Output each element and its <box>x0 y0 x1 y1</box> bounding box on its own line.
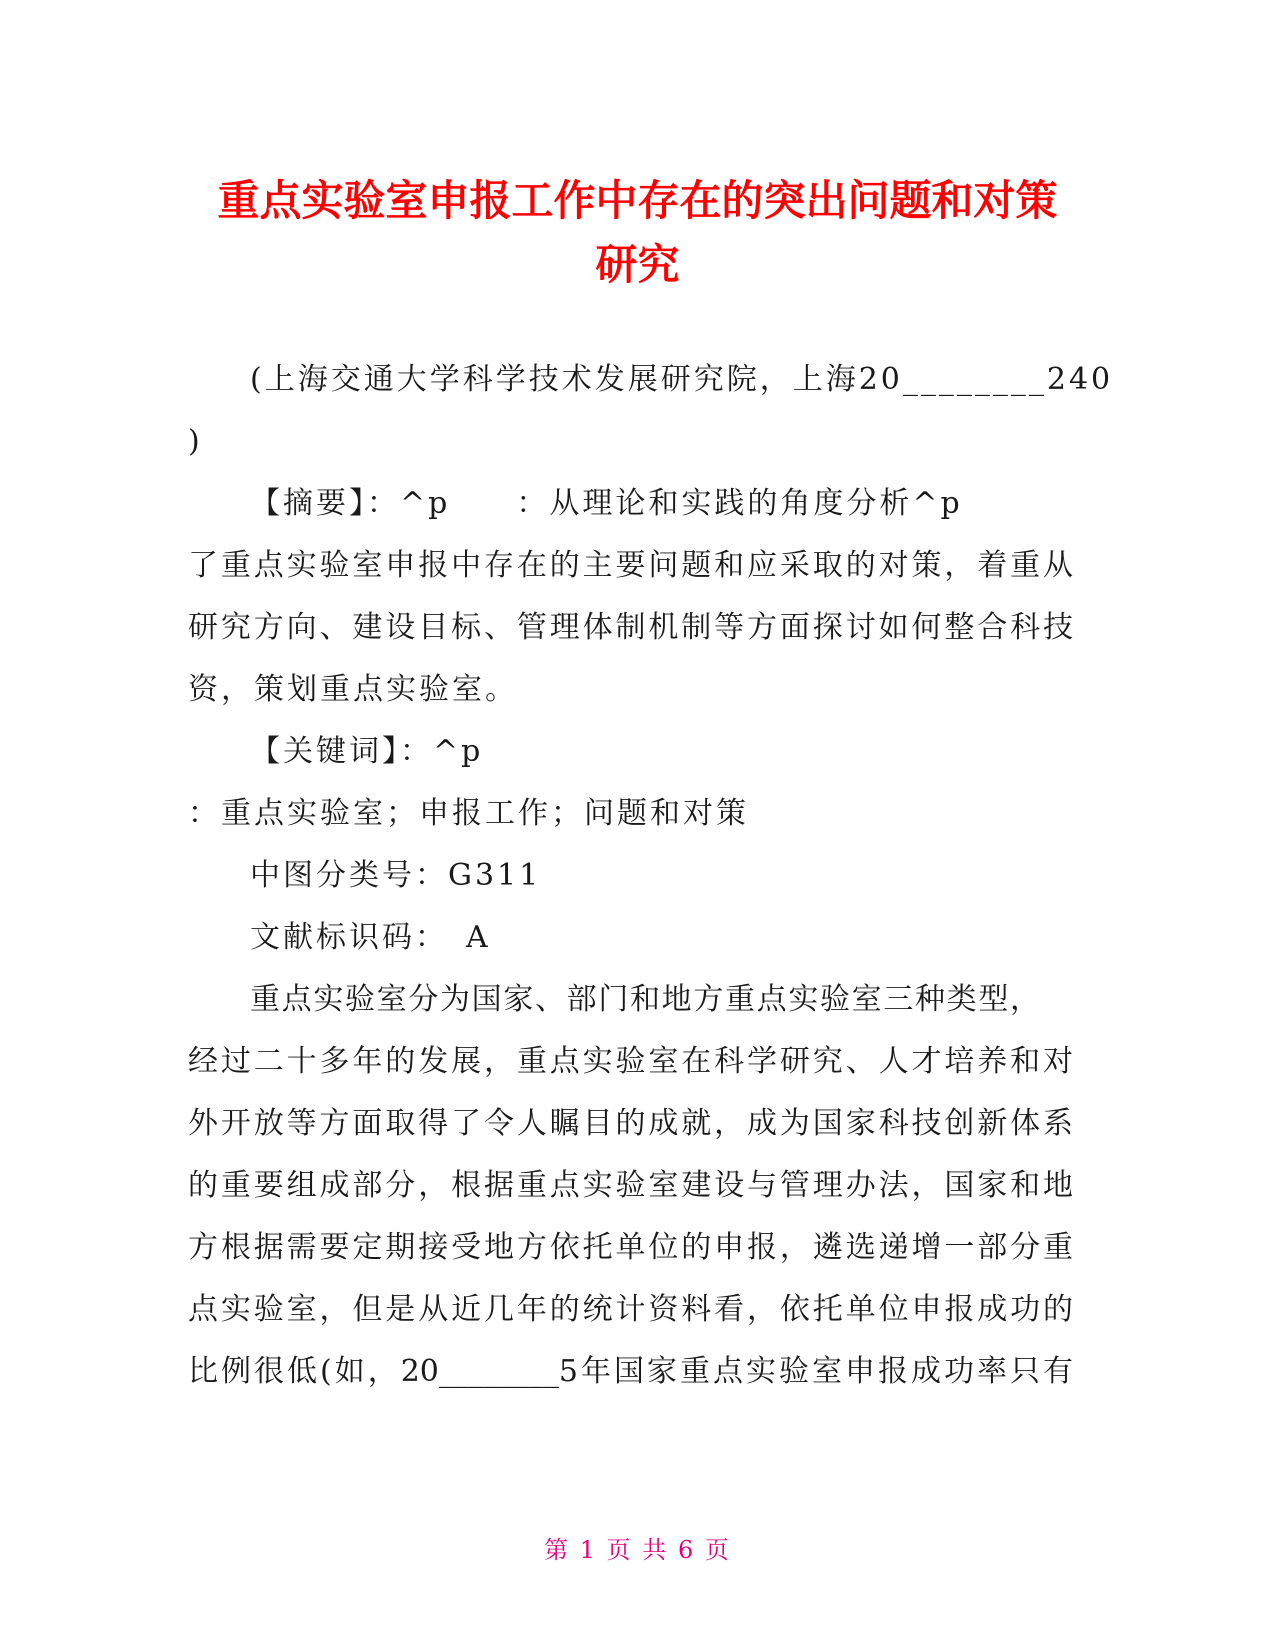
classification-number: 中图分类号：G311 <box>250 858 542 893</box>
abstract-text-line: 研究方向、建设目标、管理体制机制等方面探讨如何整合科技 <box>188 610 1073 645</box>
author-affiliation: (上海交通大学科学技术发展研究院，上海20________240 <box>250 362 1114 397</box>
body-paragraph-line: 点实验室，但是从近几年的统计资料看，依托单位申报成功的 <box>188 1292 1073 1327</box>
body-paragraph-line: 外开放等方面取得了令人瞩目的成就，成为国家科技创新体系 <box>188 1106 1073 1141</box>
abstract-text-line: 了重点实验室申报中存在的主要问题和应采取的对策，着重从 <box>188 548 1073 583</box>
body-paragraph-line: 方根据需要定期接受地方依托单位的申报，遴选递增一部分重 <box>188 1230 1073 1265</box>
keywords-text: ：重点实验室；申报工作；问题和对策 <box>188 796 749 831</box>
body-paragraph-line: 经过二十多年的发展，重点实验室在科学研究、人才培养和对 <box>188 1044 1073 1079</box>
body-paragraph-line: 重点实验室分为国家、部门和地方重点实验室三种类型， <box>250 982 1040 1017</box>
abstract-text-line: 资，策划重点实验室。 <box>188 672 518 707</box>
keywords-heading: 【关键词】：^p <box>250 734 484 769</box>
author-affiliation-close: ) <box>188 424 203 459</box>
body-paragraph-line: 的重要组成部分，根据重点实验室建设与管理办法，国家和地 <box>188 1168 1073 1203</box>
body-paragraph-line: 比例很低(如，20________5年国家重点实验室申报成功率只有 <box>188 1354 1073 1389</box>
page-footer: 第 1 页 共 6 页 <box>544 1536 731 1564</box>
document-code: 文献标识码： A <box>250 920 491 955</box>
document-title-line-2: 研究 <box>595 240 680 289</box>
document-title-line-1: 重点实验室申报工作中存在的突出问题和对策 <box>217 176 1058 225</box>
abstract-heading: 【摘要】：^p ：从理论和实践的角度分析^p <box>250 486 963 521</box>
